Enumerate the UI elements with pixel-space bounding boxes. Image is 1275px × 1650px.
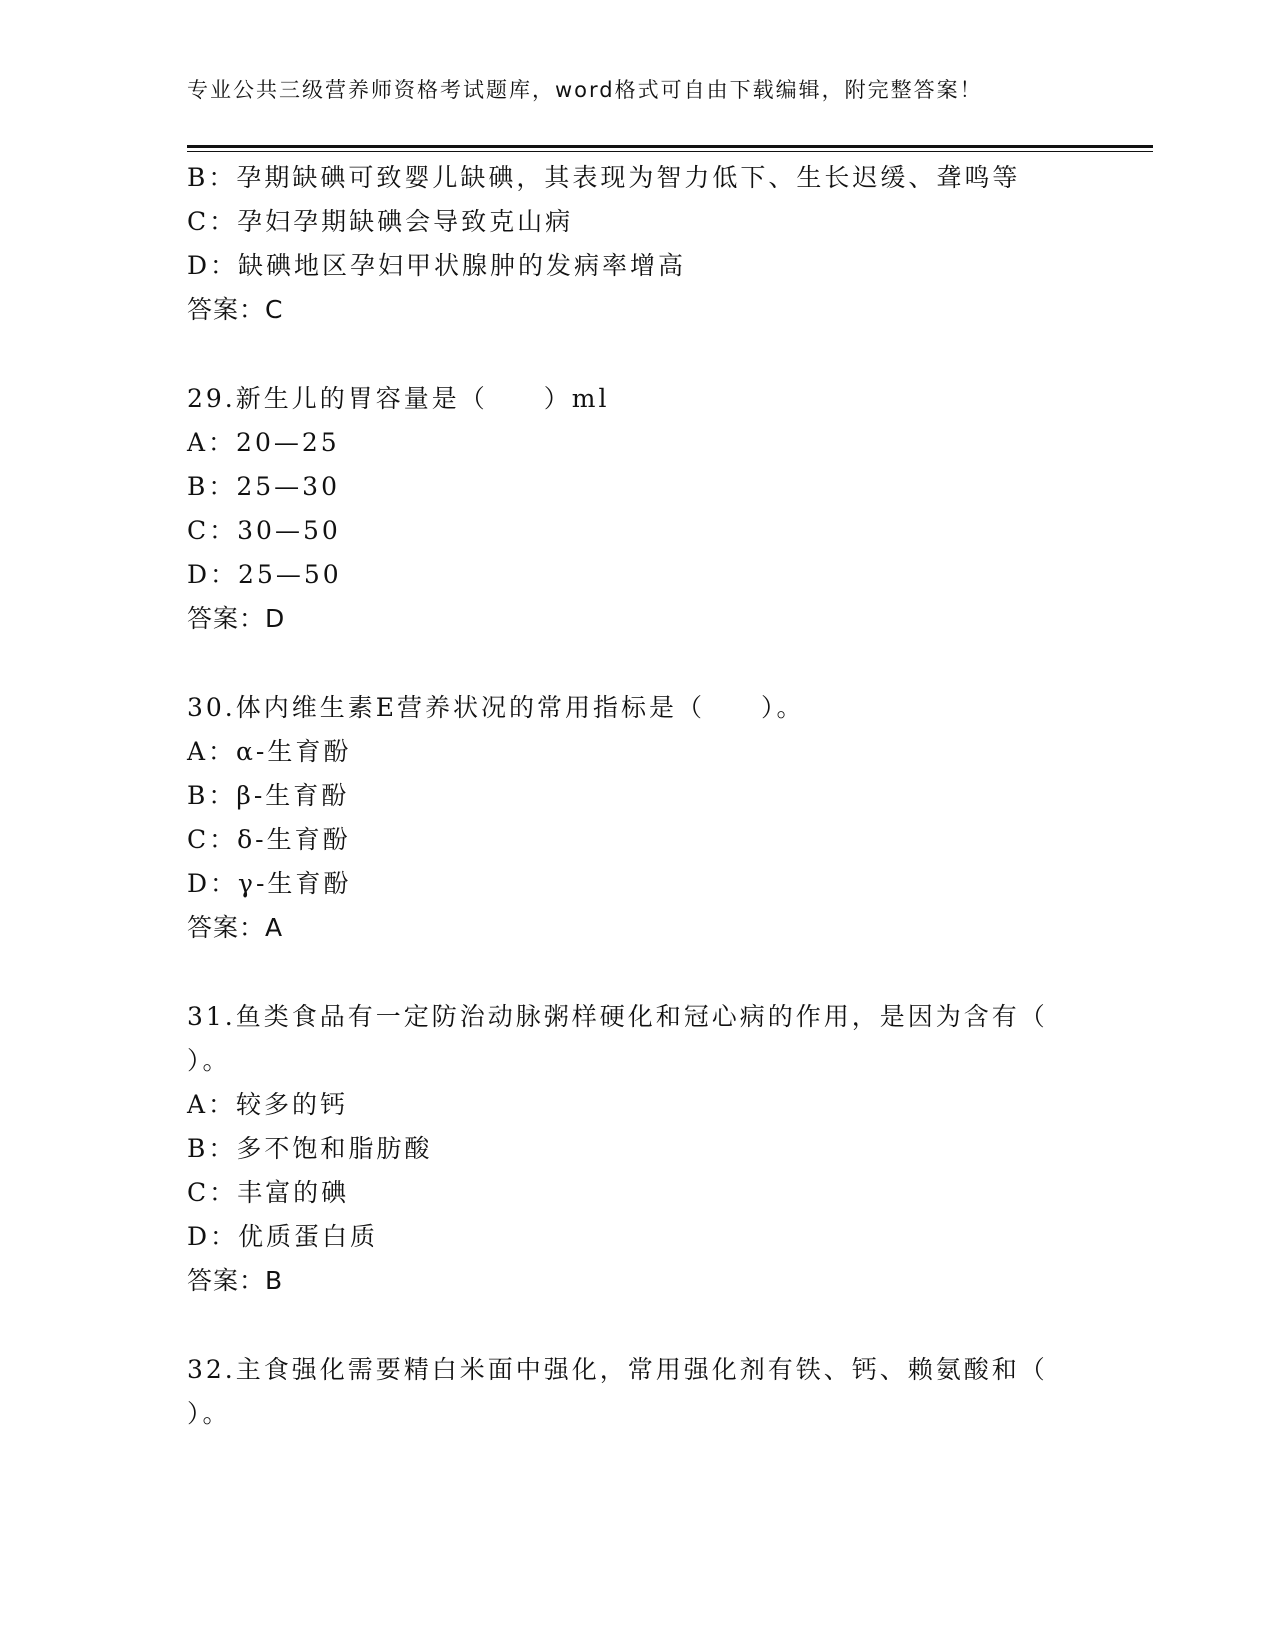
header-rule-thin bbox=[187, 151, 1153, 152]
q30-question: 30.体内维生素E营养状况的常用指标是（ ）。 bbox=[187, 693, 805, 722]
q29-answer: 答案：D bbox=[187, 604, 286, 633]
q29-question: 29.新生儿的胃容量是（ ）ml bbox=[187, 384, 610, 413]
q31-question-line2: ）。 bbox=[187, 1046, 231, 1075]
q28-option-b: B：孕期缺碘可致婴儿缺碘，其表现为智力低下、生长迟缓、聋鸣等 bbox=[187, 163, 1021, 192]
q31-option-b: B：多不饱和脂肪酸 bbox=[187, 1134, 433, 1163]
q29-option-d: D：25—50 bbox=[187, 560, 342, 589]
q29-option-a: A：20—25 bbox=[187, 428, 340, 457]
q28-option-d: D：缺碘地区孕妇甲状腺肿的发病率增高 bbox=[187, 251, 687, 280]
q31-option-d: D：优质蛋白质 bbox=[187, 1222, 379, 1251]
q30-option-b: B：β-生育酚 bbox=[187, 781, 350, 810]
q31-option-a: A：较多的钙 bbox=[187, 1090, 349, 1119]
q30-option-c: C：δ-生育酚 bbox=[187, 825, 351, 854]
q32-question-line1: 32.主食强化需要精白米面中强化，常用强化剂有铁、钙、赖氨酸和（ bbox=[187, 1355, 1048, 1384]
q29-option-c: C：30—50 bbox=[187, 516, 341, 545]
q30-answer: 答案：A bbox=[187, 913, 284, 942]
q31-answer: 答案：B bbox=[187, 1266, 284, 1295]
page-header: 专业公共三级营养师资格考试题库，word格式可自由下载编辑，附完整答案！ bbox=[187, 78, 983, 102]
q31-option-c: C：丰富的碘 bbox=[187, 1178, 350, 1207]
q32-question-line2: ）。 bbox=[187, 1399, 231, 1428]
q28-option-c: C：孕妇孕期缺碘会导致克山病 bbox=[187, 207, 574, 236]
header-rule-thick bbox=[187, 145, 1153, 148]
q31-question-line1: 31.鱼类食品有一定防治动脉粥样硬化和冠心病的作用，是因为含有（ bbox=[187, 1002, 1048, 1031]
q29-option-b: B：25—30 bbox=[187, 472, 340, 501]
q28-answer: 答案：C bbox=[187, 295, 284, 324]
q30-option-a: A：α-生育酚 bbox=[187, 737, 352, 766]
q30-option-d: D：γ-生育酚 bbox=[187, 869, 352, 898]
